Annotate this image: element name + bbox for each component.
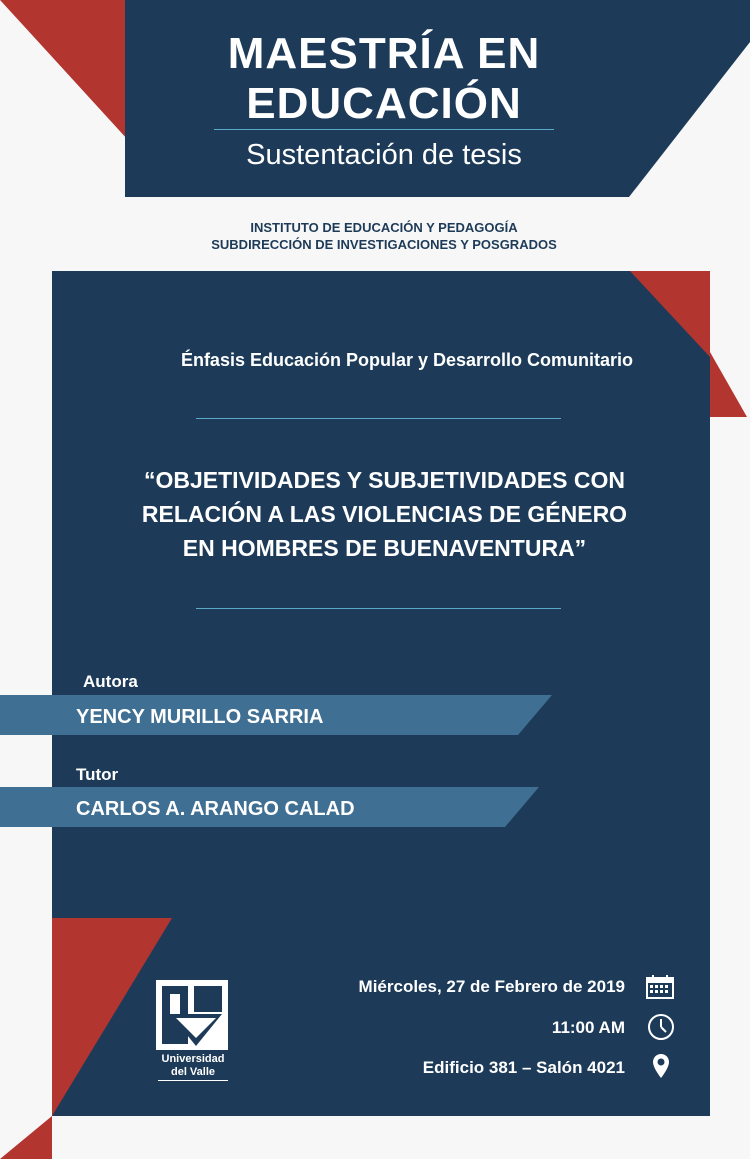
thesis-title — [52, 463, 717, 565]
event-date: Miércoles, 27 de Febrero de 2019 — [358, 977, 625, 996]
event-location: Edificio 381 – Salón 4021 — [422, 1058, 625, 1077]
author-label: Autora — [83, 672, 138, 691]
logo-line-2: del Valle — [170, 1066, 216, 1078]
title-divider — [214, 129, 554, 130]
divider-upper — [196, 418, 561, 419]
tutor-label: Tutor — [76, 765, 119, 784]
institution-line-1: INSTITUTO DE EDUCACIÓN Y PEDAGOGÍA — [250, 220, 518, 235]
emphasis: Énfasis Educación Popular y Desarrollo Comunitario — [180, 350, 634, 370]
map-pin-icon — [652, 1053, 670, 1079]
institution-line-2: SUBDIRECCIÓN DE INVESTIGACIONES Y POSGRADOS — [211, 237, 557, 252]
logo-line-1: Universidad — [161, 1053, 225, 1065]
event-time: 11:00 AM — [551, 1018, 625, 1037]
logo-underline — [158, 1080, 228, 1081]
thesis-title-line-3: EN HOMBRES DE BUENAVENTURA” — [182, 535, 587, 561]
university-logo — [156, 980, 228, 1050]
tutor-name: CARLOS A. ARANGO CALAD — [76, 798, 355, 820]
subtitle: Sustentación de tesis — [246, 139, 522, 171]
clock-icon — [647, 1013, 675, 1041]
title-line-1: MAESTRÍA EN — [227, 29, 541, 78]
thesis-title-line-2: RELACIÓN A LAS VIOLENCIAS DE GÉNERO — [141, 501, 628, 527]
title-line-2: EDUCACIÓN — [246, 79, 522, 128]
thesis-title-line-1: “OBJETIVIDADES Y SUBJETIVIDADES CON — [144, 467, 625, 493]
author-name: YENCY MURILLO SARRIA — [76, 706, 324, 728]
calendar-icon — [646, 975, 674, 999]
bottom-red-triangle-outside — [0, 1116, 52, 1159]
divider-lower — [196, 608, 561, 609]
